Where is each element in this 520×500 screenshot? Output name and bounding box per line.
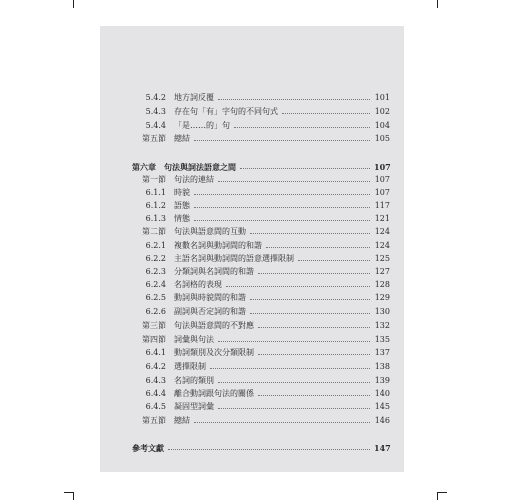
toc-entry-number: 第二節 — [142, 227, 166, 236]
toc-entry-title: 語態 — [174, 201, 190, 210]
toc-entry-number: 5.4.3 — [145, 107, 166, 116]
toc-entry-page: 125 — [374, 254, 390, 263]
dot-leader — [250, 292, 370, 300]
toc-entry — [128, 401, 390, 413]
toc-entry-number: 6.4.2 — [145, 362, 166, 371]
toc-entry-number: 6.4.3 — [145, 376, 166, 385]
dot-leader — [250, 226, 370, 234]
toc-entry-title: 總結 — [174, 134, 190, 143]
toc-entry-title: 情態 — [174, 214, 190, 223]
dot-leader — [218, 174, 370, 182]
crop-mark-top-left-v — [73, 0, 74, 8]
crop-mark-bottom-right-v — [437, 492, 438, 500]
dot-leader — [194, 187, 370, 195]
toc-entry-page: 140 — [374, 389, 390, 398]
toc-entry-title: 總結 — [174, 416, 190, 425]
dot-leader — [234, 120, 370, 128]
toc-entry — [128, 120, 390, 132]
toc-entry-number: 6.2.5 — [145, 293, 166, 302]
toc-entry — [128, 266, 390, 278]
crop-mark-bottom-right-h — [437, 492, 447, 493]
toc-entry-page: 105 — [374, 134, 390, 143]
toc-entry — [128, 133, 390, 145]
toc-entry-number: 5.4.2 — [145, 93, 166, 102]
toc-entry — [128, 334, 390, 346]
dot-leader — [298, 253, 370, 261]
toc-entry — [128, 279, 390, 291]
dot-leader — [218, 92, 370, 100]
toc-entry — [128, 292, 390, 304]
toc-entry-page: 127 — [374, 267, 390, 276]
dot-leader — [226, 279, 370, 287]
toc-entry-title: 分類詞與名詞間的和諧 — [174, 267, 254, 276]
crop-mark-bottom-left-h — [64, 492, 74, 493]
toc-entry-number: 6.2.6 — [145, 307, 166, 316]
toc-entry-title: 參考文獻 — [132, 443, 164, 453]
dot-leader — [258, 388, 370, 396]
toc-entry-number: 第一節 — [142, 175, 166, 184]
toc-entry-page: 104 — [374, 121, 390, 130]
toc-entry-number: 6.1.1 — [145, 188, 166, 197]
dot-leader — [168, 442, 370, 450]
toc-entry-title: 句法與詞法語意之間 — [164, 162, 236, 172]
toc-entry-title: 複數名詞與動詞間的和諧 — [174, 241, 262, 250]
toc-entry-number: 6.2.3 — [145, 267, 166, 276]
toc-entry — [128, 375, 390, 387]
toc-entry-title: 詞彙與句法 — [174, 335, 214, 344]
toc-entry-number: 第四節 — [142, 335, 166, 344]
dot-leader — [250, 306, 370, 314]
dot-leader — [266, 240, 370, 248]
toc-entry-number: 第六章 — [132, 162, 156, 172]
toc-entry-page: 130 — [374, 307, 390, 316]
toc-entry — [128, 306, 390, 318]
toc-entry-page: 124 — [374, 227, 390, 236]
toc-entry — [128, 226, 390, 238]
toc-entry-number: 6.1.3 — [145, 214, 166, 223]
toc-entry-page: 102 — [374, 107, 390, 116]
toc-entry-title: 句法的連結 — [174, 175, 214, 184]
toc-entry — [128, 320, 390, 332]
toc-entry-number: 6.4.1 — [145, 348, 166, 357]
toc-entry-page: 147 — [374, 443, 391, 453]
crop-mark-bottom-left-v — [73, 492, 74, 500]
dot-leader — [194, 213, 370, 221]
toc-entry-title: 凝固型詞彙 — [174, 402, 214, 411]
toc-entry-page: 107 — [374, 175, 390, 184]
toc-entry-page: 139 — [374, 376, 390, 385]
dot-leader — [258, 347, 370, 355]
dot-leader — [194, 415, 370, 423]
toc-entry-title: 主語名詞與動詞間的語意選擇限制 — [174, 254, 294, 263]
toc-entry — [128, 347, 390, 359]
dot-leader — [240, 161, 370, 169]
toc-entry-number: 第五節 — [142, 134, 166, 143]
toc-entry-page: 132 — [374, 321, 390, 330]
toc-entry-number: 6.2.1 — [145, 241, 166, 250]
toc-chapter-entry — [132, 161, 390, 173]
toc-entry-title: 地方詞反覆 — [174, 93, 214, 102]
dot-leader — [218, 401, 370, 409]
toc-entry-page: 135 — [374, 335, 390, 344]
toc-entry-page: 124 — [374, 241, 390, 250]
dot-leader — [218, 375, 370, 383]
dot-leader — [282, 106, 370, 114]
toc-entry-title: 存在句「有」字句的不同句式 — [174, 107, 278, 116]
toc-entry-page: 128 — [374, 280, 390, 289]
toc-entry-number: 6.4.5 — [145, 402, 166, 411]
toc-entry-title: 離合動詞跟句法的關係 — [174, 389, 254, 398]
toc-entry-title: 名詞格的表現 — [174, 280, 222, 289]
toc-entry — [128, 361, 390, 373]
toc-entry — [128, 240, 390, 252]
book-page — [100, 26, 404, 472]
dot-leader — [194, 200, 370, 208]
dot-leader — [218, 334, 370, 342]
toc-entry — [128, 213, 390, 225]
toc-entry-page: 101 — [374, 93, 390, 102]
toc-entry-title: 選擇限制 — [174, 362, 206, 371]
toc-entry — [128, 174, 390, 186]
dot-leader — [210, 361, 370, 369]
toc-entry-number: 5.4.4 — [145, 121, 166, 130]
dot-leader — [194, 133, 370, 141]
toc-references-entry — [132, 442, 390, 454]
toc-entry — [128, 388, 390, 400]
toc-entry-page: 121 — [374, 214, 390, 223]
toc-entry-page: 145 — [374, 402, 390, 411]
table-of-contents — [100, 26, 404, 472]
dot-leader — [258, 266, 370, 274]
toc-entry-number: 6.1.2 — [145, 201, 166, 210]
toc-entry-number: 6.4.4 — [145, 389, 166, 398]
toc-entry-number: 第五節 — [142, 416, 166, 425]
toc-entry — [128, 200, 390, 212]
toc-entry — [128, 415, 390, 427]
toc-entry-number: 第三節 — [142, 321, 166, 330]
toc-entry — [128, 92, 390, 104]
toc-entry-page: 117 — [374, 201, 390, 210]
toc-entry-title: 副詞與否定詞的和諧 — [174, 307, 246, 316]
toc-entry-title: 動詞與時貌間的和諧 — [174, 293, 246, 302]
toc-entry-page: 137 — [374, 348, 390, 357]
toc-entry-title: 句法與語意間的不對應 — [174, 321, 254, 330]
crop-mark-top-right-v — [437, 0, 438, 8]
toc-entry-page: 146 — [374, 416, 390, 425]
toc-entry-title: 句法與語意間的互動 — [174, 227, 246, 236]
toc-entry-title: 動詞類別及次分類限制 — [174, 348, 254, 357]
toc-entry-title: 名詞的類別 — [174, 376, 214, 385]
toc-entry-page: 138 — [374, 362, 390, 371]
toc-entry-page: 107 — [374, 162, 391, 172]
toc-entry — [128, 187, 390, 199]
toc-entry-page: 107 — [374, 188, 390, 197]
dot-leader — [258, 320, 370, 328]
toc-entry — [128, 253, 390, 265]
toc-entry-title: 時貌 — [174, 188, 190, 197]
toc-entry — [128, 106, 390, 118]
toc-entry-title: 「是……的」句 — [174, 121, 230, 130]
toc-entry-number: 6.2.2 — [145, 254, 166, 263]
toc-entry-page: 129 — [374, 293, 390, 302]
toc-entry-number: 6.2.4 — [145, 280, 166, 289]
